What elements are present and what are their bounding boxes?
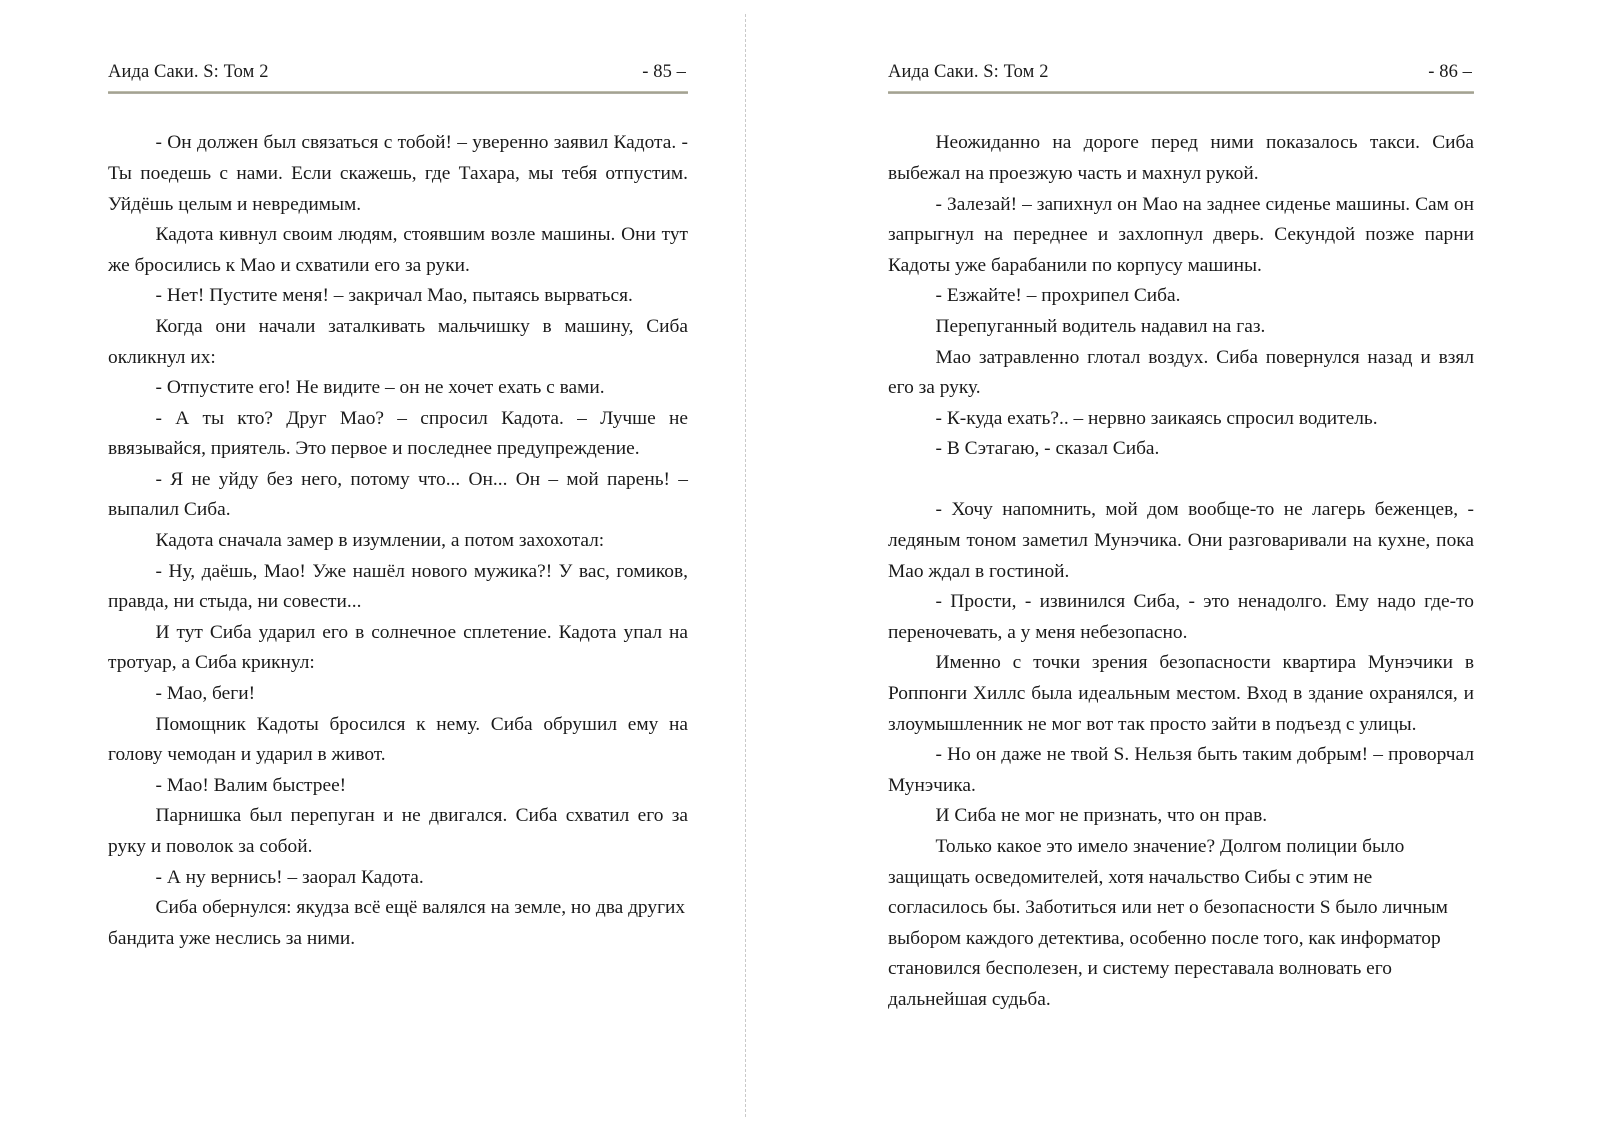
header-rule-divider [108, 91, 688, 94]
paragraph: - Залезай! – запихнул он Мао на заднее сиденье машины. Сам он запрыгнул на переднее и захлопнул дверь. Секундой позже парни Кадоты уже барабанили по корпусу машины. [888, 193, 1474, 276]
page-right-content-area [888, 0, 1474, 1016]
paragraph: Парнишка был перепуган и не двигался. Сиба схватил его за руку и поволок за собой. [108, 805, 688, 857]
paragraph: Помощник Кадоты бросился к нему. Сиба обрушил ему на голову чемодан и ударил в живот. [108, 713, 688, 766]
paragraph: - Но он даже не твой S. Нельзя быть таким добрым! – проворчал Мунэчика. [888, 744, 1474, 796]
paragraph: Мао затравленно глотал воздух. Сиба повернулся назад и взял его за руку. [888, 346, 1474, 399]
running-head-title: Аида Саки. S: Том 2 [888, 62, 1049, 82]
page-right [800, 0, 1600, 1131]
paragraph: Неожиданно на дороге перед ними показалось такси. Сиба выбежал на проезжую часть и махнул рукой. [888, 132, 1474, 184]
paragraph: Только какое это имело значение? Долгом полиции было защищать осведомителей, хотя начальство Сибы с этим не согласилось бы. Заботиться или нет о безопасности S было личным выбором каждого детектива, особенно после того, как информатор становился бесполезен, и систему переставала волновать его дальнейшая судьба. [888, 836, 1448, 1010]
page-left-content-area [108, 0, 688, 954]
paragraph: - Езжайте! – прохрипел Сиба. [935, 285, 1181, 307]
running-head-left [108, 0, 688, 82]
paragraph: - Мао, беги! [155, 683, 256, 705]
paragraph: Когда они начали заталкивать мальчишку в машину, Сиба окликнул их: [108, 315, 688, 368]
page-right-body-text [888, 128, 1474, 1015]
paragraph: - А ты кто? Друг Мао? – спросил Кадота. – Лучше не ввязывайся, приятель. Это первое и последнее предупреждение. [108, 407, 688, 460]
paragraph: - А ну вернись! – заорал Кадота. [155, 866, 424, 888]
paragraph: Именно с точки зрения безопасности квартира Мунэчики в Роппонги Хиллс была идеальным местом. Вход в здание охранялся, и злоумышленник не мог вот так просто зайти в подъезд с улицы. [888, 652, 1474, 735]
running-head-title: Аида Саки. S: Том 2 [108, 62, 269, 82]
paragraph: - Нет! Пустите меня! – закричал Мао, пытаясь вырваться. [155, 285, 633, 307]
paragraph: - Ну, даёшь, Мао! Уже нашёл нового мужика?! У вас, гомиков, правда, ни стыда, ни совести... [108, 560, 688, 613]
paragraph: Кадота кивнул своим людям, стоявшим возле машины. Они тут же бросились к Мао и схватили его за руки. [108, 224, 688, 276]
paragraph: И тут Сиба ударил его в солнечное сплетение. Кадота упал на тротуар, а Сиба крикнул: [108, 621, 688, 674]
paragraph: - Он должен был связаться с тобой! – уверенно заявил Кадота. - Ты поедешь с нами. Если скажешь, где Тахара, мы тебя отпустим. Уйдёшь целым и невредимым. [108, 132, 688, 215]
page-number-folio: - 85 – [642, 62, 686, 82]
paragraph: - Прости, - извинился Сиба, - это ненадолго. Ему надо где-то переночевать, а у меня небезопасно. [888, 591, 1474, 643]
paragraph: И Сиба не мог не признать, что он прав. [935, 805, 1268, 827]
gutter-divider-dashed-line [745, 14, 746, 1117]
paragraph: - Я не уйду без него, потому что... Он... Он – мой парень! – выпалил Сиба. [108, 468, 688, 521]
paragraph: Кадота сначала замер в изумлении, а потом захохотал: [155, 530, 605, 552]
paragraph: Перепуганный водитель надавил на газ. [935, 315, 1266, 337]
paragraph: - Хочу напомнить, мой дом вообще-то не лагерь беженцев, - ледяным тоном заметил Мунэчика. Они разговаривали на кухне, пока Мао ждал в гостиной. [888, 499, 1474, 582]
paragraph: - Отпустите его! Не видите – он не хочет ехать с вами. [155, 377, 605, 399]
paragraph: - Мао! Валим быстрее! [155, 774, 347, 796]
paragraph-section-break [888, 465, 1474, 496]
paragraph: Сиба обернулся: якудза всё ещё валялся на земле, но два других бандита уже неслись за ними. [108, 897, 686, 949]
paragraph: - В Сэтагаю, - сказал Сиба. [935, 438, 1160, 460]
paragraph: - К-куда ехать?.. – нервно заикаясь спросил водитель. [935, 407, 1378, 429]
page-left-body-text [108, 128, 688, 954]
running-head-right [888, 0, 1474, 82]
page-number-folio: - 86 – [1428, 62, 1472, 82]
header-rule-divider [888, 91, 1474, 94]
